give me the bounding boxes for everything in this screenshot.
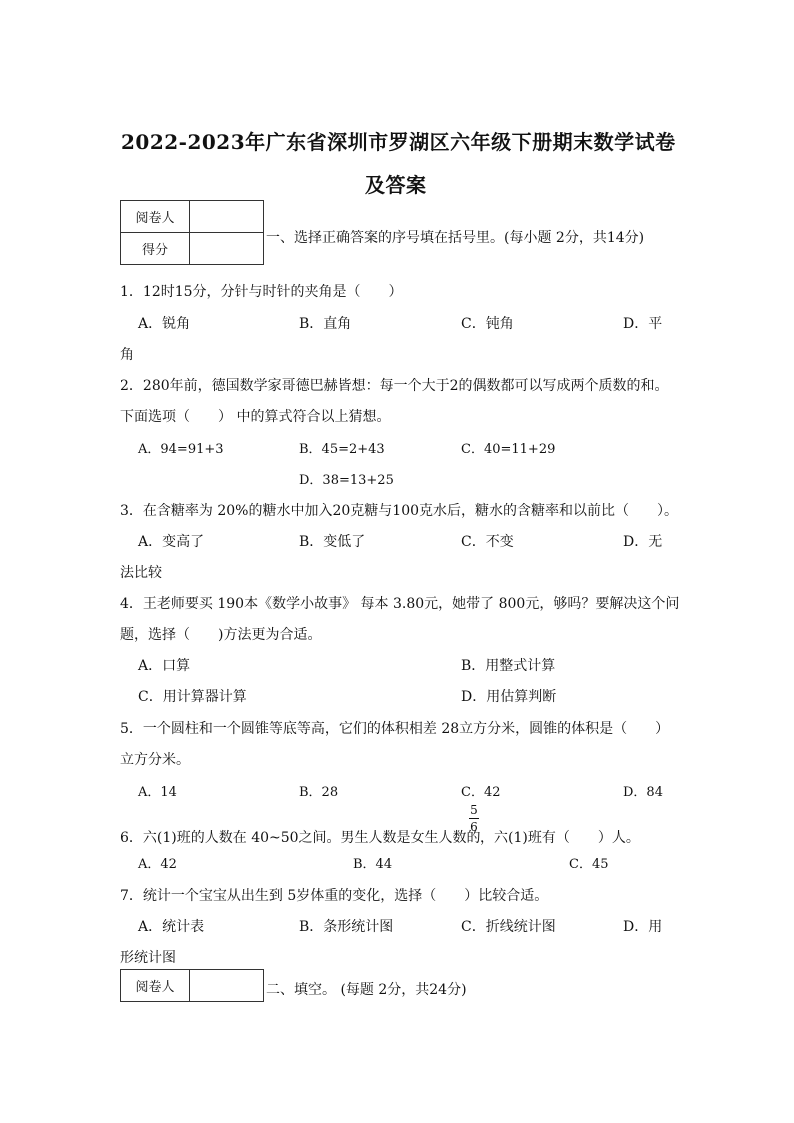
q5-stem-line1: 5．一个圆柱和一个圆锥等底等高，它们的体积相差 28立方分米，圆锥的体积是（ ） [120, 721, 670, 737]
score-label: 得分 [121, 233, 190, 265]
score-cell [190, 233, 264, 265]
q7-option-a: A．统计表 [138, 919, 205, 935]
q4-stem-line2: 题，选择（ )方法更为合适。 [120, 627, 322, 643]
q6-fraction [469, 803, 479, 834]
q4-option-c: C．用计算器计算 [138, 689, 247, 705]
q2-stem-line1: 2．280年前，德国数学家哥德巴赫皆想：每一个大于2的偶数都可以写成两个质数的和。 [120, 378, 669, 394]
q3-option-d: D．无 [623, 534, 663, 550]
title-line-2: 及答案 [365, 173, 427, 197]
title-line-1: 2022-2023年广东省深圳市罗湖区六年级下册期末数学试卷 [121, 130, 676, 154]
q2-option-b: B．45=2+43 [299, 442, 385, 457]
q1-option-c: C．钝角 [461, 316, 514, 332]
q2-option-c: C．40=11+29 [461, 442, 556, 457]
q6-option-c: C．45 [569, 857, 609, 872]
q4-option-a: A．口算 [138, 658, 191, 674]
q3-option-d-wrap: 法比较 [120, 565, 162, 581]
section-1-heading: 一、选择正确答案的序号填在括号里。(每小题 2分，共14分) [266, 230, 645, 246]
q5-option-d: D．84 [623, 785, 663, 800]
q1-option-a: A．锐角 [138, 316, 191, 332]
q6-option-a: A．42 [138, 857, 177, 872]
q5-option-a: A．14 [138, 785, 177, 800]
q6-fraction-numerator: 5 [470, 803, 478, 817]
reviewer-cell-2 [190, 970, 264, 1002]
q1-option-d: D．平 [623, 316, 663, 332]
reviewer-label: 阅卷人 [121, 201, 190, 233]
q7-option-b: B．条形统计图 [299, 919, 394, 935]
q4-option-b: B．用整式计算 [461, 658, 556, 674]
q2-option-a: A．94=91+3 [138, 442, 224, 457]
fraction-bar [469, 818, 479, 819]
q2-option-d: D．38=13+25 [299, 473, 394, 488]
q4-stem-line1: 4．王老师要买 190本《数学小故事》 每本 3.80元，她带了 800元，够吗？要解决这个问 [120, 596, 680, 612]
q1-option-b: B．直角 [299, 316, 352, 332]
q1-option-d-wrap: 角 [120, 347, 134, 363]
q3-option-b: B．变低了 [299, 534, 366, 550]
q7-option-d: D．用 [623, 919, 663, 935]
q6-option-b: B．44 [353, 857, 393, 872]
q7-option-c: C．折线统计图 [461, 919, 556, 935]
q6-stem-part-a: 6．六(1)班的人数在 40~50之间。男生人数是女生人数的 [120, 830, 481, 846]
q5-stem-line2: 立方分米。 [120, 752, 190, 768]
reviewer-cell [190, 201, 264, 233]
score-table [120, 200, 264, 265]
q6-stem-part-b: ，六(1)班有（ ）人。 [480, 830, 640, 846]
score-table-2 [120, 969, 264, 1002]
section-2-heading: 二、填空。 (每题 2分，共24分) [266, 982, 467, 998]
q7-stem: 7．统计一个宝宝从出生到 5岁体重的变化，选择（ ）比较合适。 [120, 888, 549, 904]
q3-stem: 3．在含糖率为 20%的糖水中加入20克糖与100克水后，糖水的含糖率和以前比（ ）。 [120, 503, 679, 519]
q5-option-b: B．28 [299, 785, 339, 800]
q5-option-c: C．42 [461, 785, 501, 800]
q2-stem-line2: 下面选项（ ） 中的算式符合以上猜想。 [120, 409, 391, 425]
q1-stem: 1．12时15分，分针与时针的夹角是（ ） [120, 284, 403, 300]
q3-option-c: C．不变 [461, 534, 514, 550]
q7-option-d-wrap: 形统计图 [120, 950, 176, 966]
reviewer-label-2: 阅卷人 [121, 970, 190, 1002]
q6-fraction-denominator: 6 [470, 820, 478, 834]
q3-option-a: A．变高了 [138, 534, 205, 550]
q4-option-d: D．用估算判断 [461, 689, 557, 705]
